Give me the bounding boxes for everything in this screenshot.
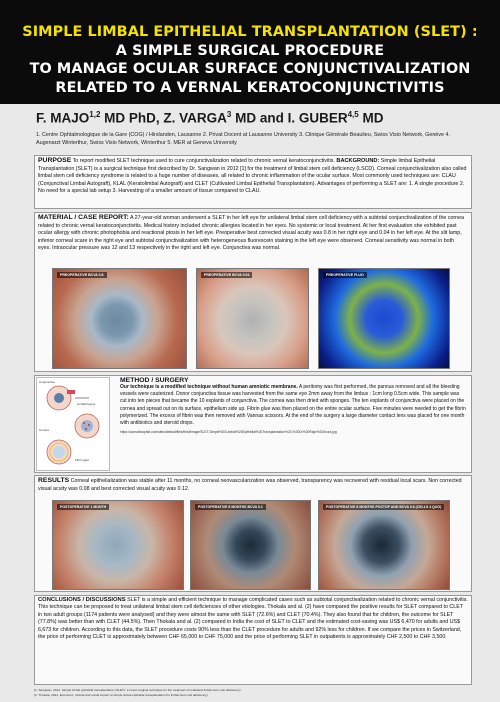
reference-1: (1. Sangwan, 2012, Simple limbal epithelial transplantation (SLET): a novel surgical technique for the treatment of unilateral limbal stem cell deficiency) [34, 688, 241, 692]
purpose-heading: PURPOSE [38, 157, 72, 164]
author-2-affil: 3 [226, 110, 232, 119]
postop-caption-3: POSTOPERATIVE 8 MONTHS POSTOP AND BCVA 0.6 (CELLS 4 QUO) [323, 504, 444, 510]
postop-8-months-bcva-photo [318, 500, 450, 590]
preop-left-eye-photo [196, 268, 309, 369]
authors [36, 110, 383, 126]
author-1-affil: 1,2 [89, 110, 101, 119]
purpose-text: To report modified SLET technique used to cure conjunctivalization related to chronic vernal keratoconjunctivitis. [71, 158, 335, 164]
preop-fluorescein-photo [318, 268, 450, 369]
conclusions-text: SLET is a simple and efficient technique to manage complicated cases such as subtotal conjunctivalization related to chronic vernal conjunctivitis. This technique can be proposed to treat unilateral limbal stem cell deficiencies of other etiologies. Thokala and al. (2) have compared the positive results for SLET compared to CLET in two adult groups (1174 patients were analysed) and they were almost the same with SLET (72.6%) and CLET (70.4%). They also found that for children, the outcome for SLET (77.8%) was better than with CLET (44.5%). Then Thokala and al. (2) compared in India the cost of SLET to CLET and the estimated cost-saving was US$ 6,470 for adults and US$ 6,673 for children. According to this data, the SLET procedure costs 90% less than the CLET procedure for adults and 92% less for children. If we compare the prices in Switzerland, the price of performing CLET is approximately between CHF 65,000 to CHF 75,000 and the price of performing SLET in outpatients is approximately CHF 2,500 to CHF 3,500. [38, 597, 468, 641]
affiliations: 1. Centre Ophtalmologique de la Gare (COG) / Hirslanden, Lausanne 2. Privat Docent at Lausanne University 3. Clinique Générale Beaulieu, Swiss Visio Network, Genève 4. Augenarzt Winterthur, Swiss Visio Network, Winterthur 5. MER at Geneva University [36, 132, 450, 147]
method-text: A peritomy was first performed, the pannus removed and all the bleeding vessels were cauterized. Donor conjunctiva tissue was harvested from the same eye 2mm away from the limbus : 1cm long 0.5cm wide. This sample was cut into ten pieces that became the 10 explants of conjunctiva. The cornea was then dried with sponges. The ten explants of conjunctiva were placed on the cornea and spread out on its surface, epithelium side up. Fibrin glue was then placed on the entire ocular surface. Five minutes were needed to get the fibrin polymerized. The excess of fibrin was then removed with Vannas scissors. At the end of the surgery a large diameter contact lens was placed for one month with antibiotics and steroid drops. [120, 384, 466, 427]
reference-2: (2. Thokala, 2021, Economic, clinical and social impact of simple limbal epithelial transplantation for limbal stem cell deficiency) [34, 692, 208, 697]
method-content [120, 377, 466, 435]
title-line-1: SIMPLE LIMBAL EPITHELIAL TRANSPLANTATION (SLET) : [22, 24, 478, 40]
preop-caption-3: PREOPERATIVE FLUO [323, 272, 367, 278]
preop-caption-2: PREOPERATIVE BCVA 0.04 [201, 272, 252, 278]
conclusions-box [34, 595, 472, 685]
title-line-4: RELATED TO A VERNAL KERATOCONJUNCTIVITIS [55, 79, 445, 96]
diagram-label-fibrin: Fibrin glue [75, 458, 90, 462]
background-heading: BACKGROUND: [334, 158, 380, 164]
diagram-label-cornea: Cornea [39, 428, 49, 432]
slet-diagram [36, 377, 110, 471]
method-bold-text: Our technique is a modified technique without human amniotic membrane. [120, 384, 298, 390]
diagram-label-conjunctiva: Conjunctiva [39, 380, 55, 384]
material-heading: MATERIAL / CASE REPORT: [38, 214, 129, 221]
slet-diagram-svg [37, 378, 109, 470]
postop-1-month-photo [52, 500, 184, 590]
method-heading: METHOD / SURGERY [120, 377, 189, 384]
purpose-box [34, 155, 472, 209]
preop-caption-1: PREOPERATIVE BCVA 0.8 [57, 272, 107, 278]
postop-8-months-photo [190, 500, 311, 590]
author-2: MD PhD, Z. VARGA [100, 110, 227, 126]
author-3: MD and I. GUBER [231, 110, 348, 126]
postop-caption-1: POSTOPERATIVE 1 MONTH [57, 504, 109, 510]
author-3-degree: MD [358, 110, 384, 126]
results-text: Corneal epithelialization was stable after 11 months, no corneal neovascularization was observed, transparency was recovered with residual local scars. Non corrected visual acuity was 0.08 and best corrected visual acuity was 0.12. [38, 478, 462, 492]
results-heading: RESULTS [38, 477, 70, 484]
background-text: Simple limbal Epithelial Transplantation (SLET) is a surgical technique first described by Dr. Sangwan in 2012 [1] for the treatment of limbal stem cell deficiency (LSCD). Corneal conjunctivalization also called limbal stem cell deficiency syndrome is related to a huge number of diseases, all related to chronic inflammation of the ocular surface. Most commonly used techniques are: CLAU (Conjunctival Limbal Autograft), KLAL (Keratolimbal Autograft) and CLET (Cultivated Limbal Epithelial Transplantation). Advantages of performing a SLET are: 1. A single procedure 2. No need for a special lab setup 3. Harvesting of a smaller amount of tissue compared to CLAU. [38, 158, 467, 195]
diagram-label-biopsy: Limbal biopsy [77, 402, 96, 406]
title-band [0, 0, 500, 104]
conclusions-heading: CONCLUSIONS / DISCUSSIONS [38, 597, 126, 603]
title-line-2: A SIMPLE SURGICAL PROCEDURE [115, 42, 385, 59]
postop-caption-2: POSTOPERATIVE 8 MONTHS BCVA 0.1 [195, 504, 266, 510]
preop-right-eye-photo [52, 268, 187, 369]
material-text: A 27-year-old woman underwent a SLET in her left eye for unilateral limbal stem cell deficiency with a subtotal conjunctivalization of the cornea related to chronic vernal keratoconjunctivitis. Medical history included chronic allergies located in her eyes. No systemic or local treatment. At her first evaluation she exhibited past ocular allergy with chronic photophobia and reactional ptosis in her left eye. Preoperative best corrected visual acuity was 0.8 in her right eye and 0.04 in her left eye. At the slit lamp, inferior corneal scare in the right eye and subtotal conjunctivalization with heterogeneous fluorescein staining in the left eye were observed. Corneal sensitivity was normal in both eyes. Intraocular pressure was 12 and 13 respectively in the right and left eye. Conjunctiva was normal. [38, 215, 465, 252]
author-1: F. MAJO [36, 110, 90, 126]
title-line-3: TO MANAGE OCULAR SURFACE CONJUNCTIVALIZATION [29, 61, 471, 77]
author-3-affil: 4,5 [347, 110, 359, 119]
diagram-source-link[interactable]: https://ozmalhospital.com/sites/default/files/field/image/SLET-Simple%20Limbal%20Epithelial%20Transplantation%20-%20Dr%20Rajiv%20Arora.jpg [120, 430, 337, 435]
references [34, 688, 472, 697]
